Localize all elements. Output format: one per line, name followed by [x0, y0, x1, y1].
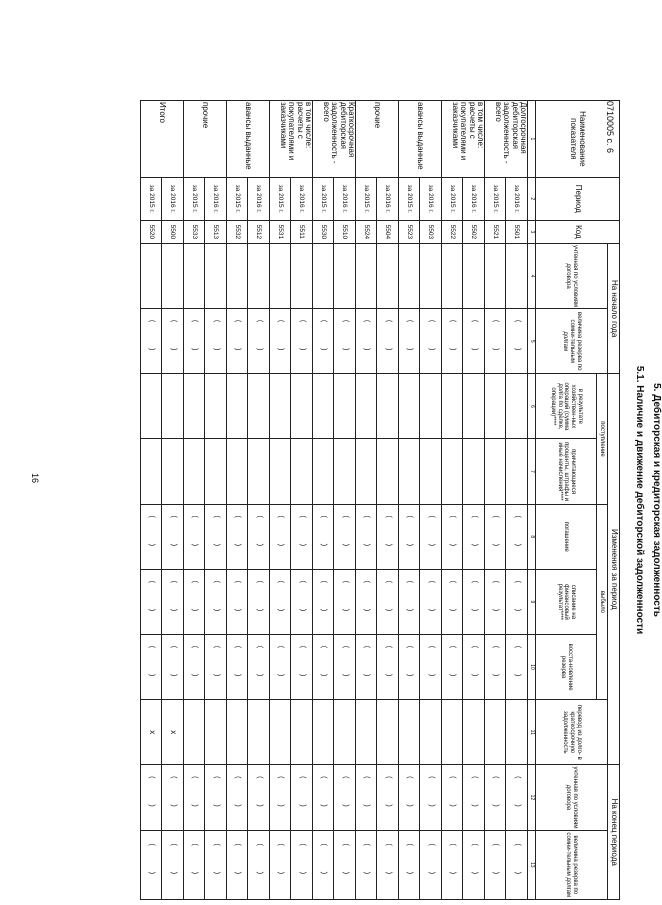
code-cell: 5533 [184, 220, 206, 243]
value-cell: ( ) [141, 309, 163, 374]
indicator-name: в том числе: расчеты с покупателями и заказчиками [442, 101, 485, 178]
table-row [485, 101, 507, 900]
value-cell [270, 243, 292, 308]
value-cell [141, 439, 163, 504]
header-business-ops: в результате хозяйствен-ных операций (сумма долга по сделке, операции)**** [536, 374, 597, 439]
value-cell [485, 439, 507, 504]
value-cell: ( ) [313, 309, 335, 374]
value-cell [270, 374, 292, 439]
value-cell: ( ) [291, 765, 313, 830]
value-cell: ( ) [205, 830, 227, 899]
value-cell [313, 374, 335, 439]
section-title: 5. Дебиторская и кредиторская задолженность [651, 383, 662, 617]
value-cell [205, 374, 227, 439]
value-cell: ( ) [270, 504, 292, 569]
indicator-name: прочие [356, 101, 399, 178]
code-cell: 5510 [334, 220, 356, 243]
value-cell [184, 374, 206, 439]
period-cell: за 2016 г. [334, 177, 356, 220]
period-cell: за 2015 г. [485, 177, 507, 220]
value-cell [399, 700, 421, 765]
code-cell: 5522 [442, 220, 464, 243]
period-cell: за 2016 г. [420, 177, 442, 220]
value-cell [184, 700, 206, 765]
period-cell: за 2015 г. [442, 177, 464, 220]
value-cell: ( ) [420, 830, 442, 899]
header-repayment: погашение [536, 504, 597, 569]
value-cell [184, 439, 206, 504]
value-cell [399, 374, 421, 439]
value-cell: ( ) [506, 309, 528, 374]
value-cell [162, 374, 184, 439]
value-cell: ( ) [184, 504, 206, 569]
value-cell: ( ) [270, 309, 292, 374]
column-number: 13 [528, 830, 536, 899]
period-cell: за 2016 г. [162, 177, 184, 220]
value-cell: ( ) [291, 830, 313, 899]
value-cell [291, 374, 313, 439]
value-cell: ( ) [399, 765, 421, 830]
code-cell: 5501 [506, 220, 528, 243]
value-cell: ( ) [442, 830, 464, 899]
column-number: 5 [528, 309, 536, 374]
value-cell [205, 700, 227, 765]
value-cell [291, 439, 313, 504]
value-cell [248, 700, 270, 765]
column-number: 12 [528, 765, 536, 830]
value-cell [334, 700, 356, 765]
value-cell: ( ) [463, 569, 485, 634]
value-cell: ( ) [291, 635, 313, 700]
value-cell: ( ) [184, 635, 206, 700]
value-cell: ( ) [442, 635, 464, 700]
value-cell [506, 439, 528, 504]
code-cell: 5503 [420, 220, 442, 243]
value-cell: ( ) [248, 830, 270, 899]
period-cell: за 2016 г. [291, 177, 313, 220]
column-number: 7 [528, 439, 536, 504]
period-cell: за 2016 г. [248, 177, 270, 220]
value-cell: ( ) [205, 635, 227, 700]
header-end: На конец периода [608, 765, 620, 900]
value-cell: ( ) [334, 504, 356, 569]
value-cell: ( ) [377, 830, 399, 899]
value-cell [313, 243, 335, 308]
value-cell [442, 374, 464, 439]
value-cell [506, 243, 528, 308]
header-retired: выбыло [597, 504, 608, 700]
value-cell: ( ) [377, 504, 399, 569]
header-indicator: Наименование показателя [536, 101, 620, 178]
value-cell: ( ) [377, 765, 399, 830]
value-cell [141, 374, 163, 439]
table-row [248, 101, 270, 900]
value-cell [334, 243, 356, 308]
value-cell: ( ) [248, 309, 270, 374]
code-cell: 5524 [356, 220, 378, 243]
value-cell [485, 700, 507, 765]
value-cell: ( ) [485, 765, 507, 830]
period-cell: за 2016 г. [205, 177, 227, 220]
value-cell: ( ) [377, 635, 399, 700]
value-cell: ( ) [270, 569, 292, 634]
value-cell: ( ) [248, 569, 270, 634]
table-row [162, 101, 184, 900]
value-cell [356, 243, 378, 308]
indicator-name: авансы выданные [399, 101, 442, 178]
table-row [227, 101, 249, 900]
value-cell: ( ) [227, 830, 249, 899]
value-cell: ( ) [291, 309, 313, 374]
value-cell: ( ) [248, 635, 270, 700]
value-cell: ( ) [184, 569, 206, 634]
value-cell: ( ) [420, 765, 442, 830]
value-cell [420, 700, 442, 765]
value-cell [442, 439, 464, 504]
value-cell: ( ) [399, 504, 421, 569]
value-cell [248, 439, 270, 504]
code-cell: 5500 [162, 220, 184, 243]
value-cell [377, 700, 399, 765]
value-cell: х [141, 700, 163, 765]
period-cell: за 2016 г. [506, 177, 528, 220]
value-cell: ( ) [506, 635, 528, 700]
column-number: 3 [528, 220, 536, 243]
value-cell: ( ) [334, 635, 356, 700]
code-cell: 5521 [485, 220, 507, 243]
value-cell: х [162, 700, 184, 765]
value-cell [463, 243, 485, 308]
value-cell: ( ) [291, 504, 313, 569]
value-cell: ( ) [227, 504, 249, 569]
value-cell [356, 439, 378, 504]
table-row [463, 101, 485, 900]
value-cell: ( ) [442, 309, 464, 374]
table-row [205, 101, 227, 900]
indicator-name: Итого [141, 101, 184, 178]
column-number: 11 [528, 700, 536, 765]
value-cell [506, 700, 528, 765]
value-cell [377, 374, 399, 439]
column-number: 6 [528, 374, 536, 439]
value-cell [377, 243, 399, 308]
value-cell [162, 439, 184, 504]
form-code: 0710005 с. 6 [605, 100, 615, 154]
code-cell: 5502 [463, 220, 485, 243]
value-cell [399, 243, 421, 308]
header-restore: восста-новление резерва [536, 635, 597, 700]
value-cell [270, 700, 292, 765]
value-cell: ( ) [399, 830, 421, 899]
value-cell: ( ) [442, 569, 464, 634]
header-start-reserve: величина резерва по сомни-тельным долгам [536, 309, 608, 374]
value-cell [442, 243, 464, 308]
value-cell: ( ) [506, 765, 528, 830]
value-cell: ( ) [485, 569, 507, 634]
value-cell [420, 243, 442, 308]
header-end-reserve: величина резерва по сомни-тельным долгам [536, 830, 608, 899]
value-cell: ( ) [485, 504, 507, 569]
value-cell: ( ) [162, 569, 184, 634]
value-cell: ( ) [420, 504, 442, 569]
header-start-contract: учтенная по условиям договора [536, 243, 608, 308]
value-cell [334, 439, 356, 504]
value-cell [205, 439, 227, 504]
value-cell: ( ) [141, 635, 163, 700]
period-cell: за 2015 г. [227, 177, 249, 220]
table-row [420, 101, 442, 900]
value-cell: ( ) [399, 635, 421, 700]
value-cell [248, 374, 270, 439]
header-end-contract: учтенная по условиям договора [536, 765, 608, 830]
value-cell: ( ) [313, 830, 335, 899]
value-cell [184, 243, 206, 308]
value-cell [420, 439, 442, 504]
code-cell: 5523 [399, 220, 421, 243]
value-cell: ( ) [463, 635, 485, 700]
value-cell [442, 700, 464, 765]
value-cell: ( ) [356, 309, 378, 374]
value-cell: ( ) [463, 504, 485, 569]
value-cell: ( ) [141, 504, 163, 569]
value-cell: ( ) [334, 830, 356, 899]
value-cell: ( ) [420, 309, 442, 374]
value-cell: ( ) [313, 569, 335, 634]
value-cell: ( ) [162, 504, 184, 569]
value-cell: ( ) [399, 309, 421, 374]
value-cell: ( ) [227, 765, 249, 830]
table-row [270, 101, 292, 900]
subsection-title: 5.1. Наличие и движение дебиторской задолженности [634, 365, 645, 635]
value-cell [356, 700, 378, 765]
column-number: 2 [528, 177, 536, 220]
value-cell: ( ) [506, 504, 528, 569]
code-cell: 5531 [270, 220, 292, 243]
value-cell: ( ) [334, 309, 356, 374]
value-cell: ( ) [205, 569, 227, 634]
value-cell: ( ) [162, 309, 184, 374]
value-cell: ( ) [334, 569, 356, 634]
period-cell: за 2015 г. [399, 177, 421, 220]
value-cell: ( ) [485, 635, 507, 700]
period-cell: за 2016 г. [463, 177, 485, 220]
code-cell: 5512 [248, 220, 270, 243]
table-row [184, 101, 206, 900]
value-cell [313, 439, 335, 504]
value-cell [334, 374, 356, 439]
indicator-name: прочие [184, 101, 227, 178]
value-cell: ( ) [227, 309, 249, 374]
value-cell [291, 700, 313, 765]
value-cell: ( ) [270, 635, 292, 700]
value-cell: ( ) [141, 765, 163, 830]
value-cell: ( ) [506, 569, 528, 634]
value-cell: ( ) [356, 569, 378, 634]
value-cell [227, 243, 249, 308]
value-cell: ( ) [377, 569, 399, 634]
value-cell [356, 374, 378, 439]
value-cell [485, 374, 507, 439]
receivables-table [140, 100, 620, 900]
value-cell [399, 439, 421, 504]
period-cell: за 2015 г. [313, 177, 335, 220]
header-start: На начало года [608, 243, 620, 373]
period-cell: за 2015 г. [270, 177, 292, 220]
value-cell: ( ) [485, 830, 507, 899]
code-cell: 5532 [227, 220, 249, 243]
indicator-name: в том числе: расчеты с покупателями и заказчиками [270, 101, 313, 178]
value-cell: ( ) [485, 309, 507, 374]
value-cell: ( ) [356, 765, 378, 830]
value-cell: ( ) [313, 504, 335, 569]
value-cell: ( ) [184, 765, 206, 830]
value-cell [248, 243, 270, 308]
value-cell: ( ) [205, 504, 227, 569]
table-body [141, 101, 528, 900]
indicator-name: Долгосрочная дебиторская задолженность - всего [485, 101, 528, 178]
period-cell: за 2015 г. [184, 177, 206, 220]
value-cell [270, 439, 292, 504]
value-cell: ( ) [248, 765, 270, 830]
value-cell [205, 243, 227, 308]
rotated-form [147, 100, 662, 900]
value-cell: ( ) [377, 309, 399, 374]
header-writeoff: списание на финансовый результат**** [536, 569, 597, 634]
indicator-name: авансы выданные [227, 101, 270, 178]
table-row [313, 101, 335, 900]
value-cell [227, 439, 249, 504]
column-number: 9 [528, 569, 536, 634]
page-number: 16 [30, 472, 40, 484]
header-code: Код [536, 220, 620, 243]
value-cell: ( ) [463, 765, 485, 830]
value-cell: ( ) [463, 830, 485, 899]
period-cell: за 2015 г. [356, 177, 378, 220]
table-row [334, 101, 356, 900]
table-row [399, 101, 421, 900]
value-cell [420, 374, 442, 439]
table-row [141, 101, 163, 900]
value-cell [377, 439, 399, 504]
code-cell: 5513 [205, 220, 227, 243]
value-cell [291, 243, 313, 308]
column-number: 1 [528, 101, 536, 178]
table-row [506, 101, 528, 900]
value-cell: ( ) [420, 635, 442, 700]
value-cell: ( ) [162, 765, 184, 830]
value-cell: ( ) [291, 569, 313, 634]
header-interest: причитающиеся проценты, штрафы и иные начисления**** [536, 439, 597, 504]
value-cell: ( ) [442, 504, 464, 569]
indicator-name: Краткосрочная дебиторская задолженность - всего [313, 101, 356, 178]
header-changes: Изменения за период [608, 374, 620, 765]
table-row [377, 101, 399, 900]
value-cell: ( ) [184, 309, 206, 374]
column-number: 8 [528, 504, 536, 569]
table-row [291, 101, 313, 900]
period-cell: за 2015 г. [141, 177, 163, 220]
value-cell: ( ) [356, 635, 378, 700]
value-cell: ( ) [313, 635, 335, 700]
table-row [356, 101, 378, 900]
value-cell [227, 374, 249, 439]
value-cell: ( ) [227, 635, 249, 700]
code-cell: 5504 [377, 220, 399, 243]
value-cell [485, 243, 507, 308]
value-cell [506, 374, 528, 439]
value-cell [227, 700, 249, 765]
value-cell: ( ) [356, 830, 378, 899]
value-cell: ( ) [141, 569, 163, 634]
value-cell: ( ) [162, 635, 184, 700]
code-cell: 5530 [313, 220, 335, 243]
column-number: 4 [528, 243, 536, 308]
value-cell: ( ) [313, 765, 335, 830]
value-cell: ( ) [442, 765, 464, 830]
column-number: 10 [528, 635, 536, 700]
value-cell [463, 374, 485, 439]
code-cell: 5511 [291, 220, 313, 243]
header-received: поступление [597, 374, 608, 504]
value-cell: ( ) [356, 504, 378, 569]
period-cell: за 2016 г. [377, 177, 399, 220]
value-cell: ( ) [162, 830, 184, 899]
value-cell: ( ) [420, 569, 442, 634]
value-cell: ( ) [141, 830, 163, 899]
value-cell [463, 700, 485, 765]
value-cell: ( ) [205, 765, 227, 830]
value-cell: ( ) [184, 830, 206, 899]
value-cell: ( ) [227, 569, 249, 634]
code-cell: 5520 [141, 220, 163, 243]
value-cell: ( ) [248, 504, 270, 569]
value-cell: ( ) [270, 830, 292, 899]
table-row [442, 101, 464, 900]
value-cell [141, 243, 163, 308]
value-cell: ( ) [463, 309, 485, 374]
value-cell [162, 243, 184, 308]
value-cell: ( ) [270, 765, 292, 830]
header-transfer: перевод из долго- в краткосрочную задолженность [536, 700, 608, 765]
value-cell: ( ) [506, 830, 528, 899]
header-period: Период [536, 177, 620, 220]
value-cell: ( ) [205, 309, 227, 374]
value-cell: ( ) [399, 569, 421, 634]
column-numbers-row [528, 101, 536, 900]
value-cell [463, 439, 485, 504]
value-cell [313, 700, 335, 765]
value-cell: ( ) [334, 765, 356, 830]
